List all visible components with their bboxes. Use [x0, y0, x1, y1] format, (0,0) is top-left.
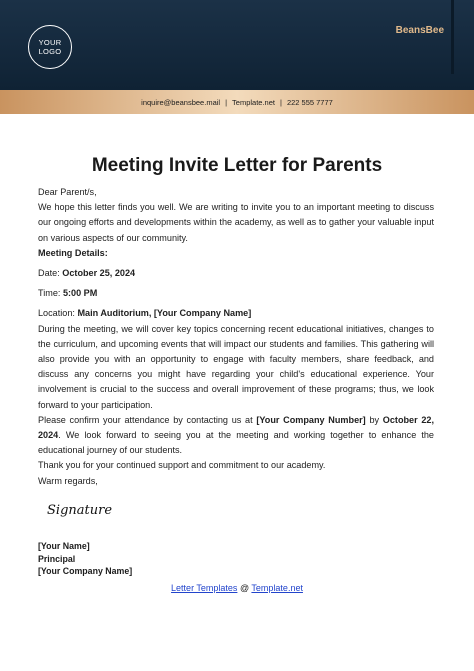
- sender-name: [Your Name]: [38, 541, 90, 551]
- logo-line-1: YOUR: [38, 38, 62, 47]
- header-accent-stripe: [451, 0, 454, 74]
- contact-phone: 222 555 7777: [286, 97, 333, 107]
- sender-block: [38, 540, 132, 578]
- closing-line: Warm regards,: [38, 475, 98, 486]
- letter-title: Meeting Invite Letter for Parents: [91, 155, 383, 176]
- date-label: Date:: [38, 268, 60, 279]
- contact-website: Template.net: [232, 97, 275, 107]
- logo-placeholder: [28, 25, 72, 69]
- salutation: Dear Parent/s,: [38, 187, 97, 197]
- sender-title: Principal: [38, 553, 76, 564]
- separator: |: [279, 97, 282, 107]
- details-heading: [38, 246, 434, 261]
- confirm-text-2: by: [369, 414, 380, 425]
- time-label: Time:: [38, 288, 61, 299]
- confirm-number: [Your Company Number]: [256, 414, 366, 425]
- contact-bar: [0, 90, 474, 114]
- contact-email: inquire@beansbee.mail: [141, 97, 221, 107]
- brand-name: BeansBee: [395, 25, 444, 36]
- letter-templates-link[interactable]: Letter Templates: [171, 583, 238, 593]
- body-paragraph: During the meeting, we will cover key topics concerning recent educational initiatives, changes to the curriculum, and upcoming events that will impact our students and families. This gathering will also provide you with an opportunity to engage with faculty members, share feedback, and discuss any concerns you might have regarding your child's educational experience. Your involvement is crucial to the success and overall improvement of these programs; thus, we look forward to your participation.: [38, 323, 434, 410]
- details-heading-text: Meeting Details:: [38, 247, 108, 258]
- intro-paragraph: We hope this letter finds you well. We are writing to invite you to an important meeting to discuss our ongoing efforts and developments within the academy, as well as to gather your valuable input on various aspects of our community.: [38, 202, 434, 243]
- letter-body: [38, 185, 434, 489]
- confirm-date: October 22, 2024: [38, 414, 435, 441]
- confirm-text-3: . We look forward to seeing you at the meeting and working together to enhance the educational journey of our students.: [38, 430, 434, 456]
- footer-links: [0, 583, 474, 593]
- confirm-paragraph: [38, 413, 434, 459]
- confirm-text-1: Please confirm your attendance by contacting us at: [38, 414, 253, 425]
- letterhead-header: [0, 0, 474, 90]
- logo-line-2: LOGO: [38, 47, 62, 56]
- handwritten-signature: Signature: [47, 503, 113, 518]
- location-label: Location:: [38, 308, 75, 319]
- time-line: [38, 286, 434, 301]
- date-line: [38, 266, 434, 281]
- location-line: [38, 306, 434, 321]
- time-value: 5:00 PM: [62, 288, 98, 299]
- at-symbol: @: [239, 583, 250, 593]
- date-value: October 25, 2024: [62, 268, 136, 279]
- thanks-line: Thank you for your continued support and commitment to our academy.: [38, 460, 326, 471]
- separator: |: [225, 97, 228, 107]
- template-net-link[interactable]: Template.net: [251, 583, 303, 593]
- sender-company: [Your Company Name]: [38, 566, 133, 576]
- location-value: Main Auditorium, [Your Company Name]: [77, 308, 252, 319]
